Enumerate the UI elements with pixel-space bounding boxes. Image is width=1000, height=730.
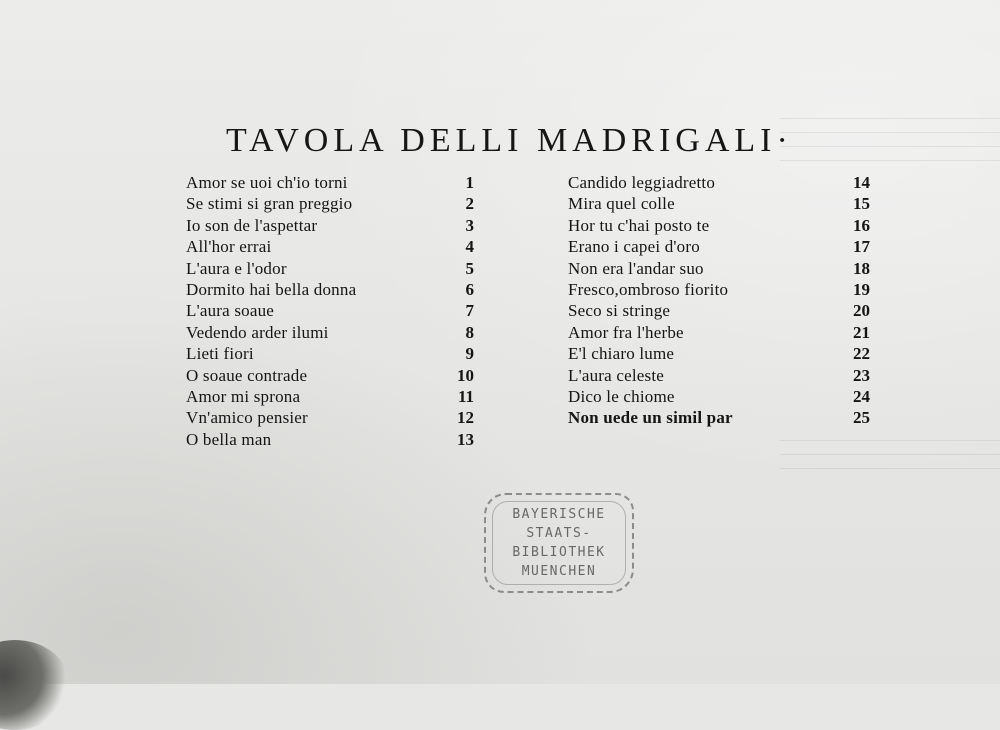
madrigal-number: 10 bbox=[457, 365, 474, 385]
madrigal-title: Non era l'andar suo bbox=[568, 258, 704, 278]
madrigal-title: Vedendo arder ilumi bbox=[186, 322, 329, 342]
madrigal-number: 18 bbox=[853, 258, 870, 278]
madrigal-title: Lieti fiori bbox=[186, 344, 254, 364]
madrigal-number: 17 bbox=[853, 237, 870, 257]
list-item bbox=[568, 279, 878, 300]
madrigal-number: 23 bbox=[853, 365, 870, 385]
madrigal-title: Dico le chiome bbox=[568, 386, 675, 406]
list-item bbox=[186, 258, 496, 279]
madrigal-title: O soaue contrade bbox=[186, 365, 308, 385]
madrigal-title: Hor tu c'hai posto te bbox=[568, 215, 710, 235]
list-item bbox=[186, 322, 496, 343]
bleed-through-line bbox=[780, 440, 1000, 441]
madrigal-title: Se stimi si gran preggio bbox=[186, 194, 353, 214]
madrigal-title: Amor se uoi ch'io torni bbox=[186, 173, 348, 192]
list-item bbox=[568, 407, 878, 428]
stamp-line: BAYERISCHE bbox=[512, 507, 606, 522]
bleed-through-line bbox=[780, 160, 1000, 161]
madrigal-number: 14 bbox=[853, 173, 870, 192]
list-item bbox=[186, 365, 496, 386]
madrigal-title: Non uede un simil par bbox=[568, 408, 733, 428]
list-item bbox=[568, 172, 878, 193]
madrigal-number: 12 bbox=[457, 408, 474, 428]
madrigal-number: 7 bbox=[465, 301, 474, 321]
madrigal-number: 1 bbox=[465, 173, 474, 192]
madrigal-title: Amor mi sprona bbox=[186, 386, 301, 406]
list-item bbox=[186, 386, 496, 407]
madrigal-title: O bella man bbox=[186, 429, 272, 449]
madrigal-title: Vn'amico pensier bbox=[186, 408, 308, 428]
madrigal-title: Fresco,ombroso fiorito bbox=[568, 279, 729, 299]
bleed-through-line bbox=[780, 118, 1000, 119]
madrigal-number: 20 bbox=[853, 301, 870, 321]
madrigal-number: 16 bbox=[853, 215, 870, 235]
madrigal-number: 6 bbox=[465, 279, 474, 299]
madrigal-number: 2 bbox=[465, 194, 474, 214]
list-item bbox=[568, 258, 878, 279]
madrigal-title: Erano i capei d'oro bbox=[568, 237, 700, 257]
madrigal-number: 8 bbox=[465, 322, 474, 342]
bleed-through-line bbox=[780, 468, 1000, 469]
list-item bbox=[568, 193, 878, 214]
madrigal-number: 3 bbox=[465, 215, 474, 235]
page-corner-shadow bbox=[0, 640, 70, 730]
madrigal-title: L'aura soaue bbox=[186, 301, 275, 321]
list-item bbox=[568, 365, 878, 386]
stamp-line: BIBLIOTHEK bbox=[512, 545, 606, 560]
page-title: TAVOLA DELLI MADRIGALI· bbox=[226, 122, 793, 159]
madrigal-title: Mira quel colle bbox=[568, 194, 675, 214]
madrigal-list-right bbox=[568, 172, 878, 429]
list-item bbox=[186, 407, 496, 428]
list-item bbox=[568, 300, 878, 321]
madrigal-title: Candido leggiadretto bbox=[568, 173, 716, 192]
stamp-border bbox=[492, 501, 626, 585]
madrigal-number: 21 bbox=[853, 322, 870, 342]
madrigal-number: 19 bbox=[853, 279, 870, 299]
list-item bbox=[186, 215, 496, 236]
madrigal-title: L'aura e l'odor bbox=[186, 258, 287, 278]
madrigal-number: 24 bbox=[853, 386, 870, 406]
madrigal-number: 4 bbox=[465, 237, 474, 257]
list-item bbox=[186, 300, 496, 321]
madrigal-number: 22 bbox=[853, 344, 870, 364]
madrigal-title: Io son de l'aspettar bbox=[186, 215, 318, 235]
madrigal-title: Amor fra l'herbe bbox=[568, 322, 684, 342]
stamp-line: MUENCHEN bbox=[521, 564, 597, 579]
madrigal-title: E'l chiaro lume bbox=[568, 344, 675, 364]
madrigal-number: 11 bbox=[457, 386, 474, 406]
list-item bbox=[186, 172, 496, 193]
stamp-line: STAATS- bbox=[526, 526, 592, 541]
madrigal-title: All'hor errai bbox=[186, 237, 272, 257]
list-item bbox=[568, 215, 878, 236]
madrigal-number: 25 bbox=[853, 408, 870, 428]
madrigal-title: Seco si stringe bbox=[568, 301, 671, 321]
madrigal-title: Dormito hai bella donna bbox=[186, 279, 357, 299]
bleed-through-line bbox=[780, 454, 1000, 455]
list-item bbox=[186, 236, 496, 257]
list-item bbox=[568, 322, 878, 343]
list-item bbox=[186, 429, 496, 450]
madrigal-number: 9 bbox=[465, 344, 474, 364]
madrigal-number: 15 bbox=[853, 194, 870, 214]
madrigal-title: L'aura celeste bbox=[568, 365, 664, 385]
library-stamp bbox=[484, 493, 634, 593]
list-item bbox=[568, 343, 878, 364]
madrigal-list-left bbox=[186, 172, 496, 450]
madrigal-number: 5 bbox=[465, 258, 474, 278]
list-item bbox=[568, 236, 878, 257]
madrigal-number: 13 bbox=[457, 429, 474, 449]
list-item bbox=[568, 386, 878, 407]
list-item bbox=[186, 279, 496, 300]
list-item bbox=[186, 193, 496, 214]
list-item bbox=[186, 343, 496, 364]
